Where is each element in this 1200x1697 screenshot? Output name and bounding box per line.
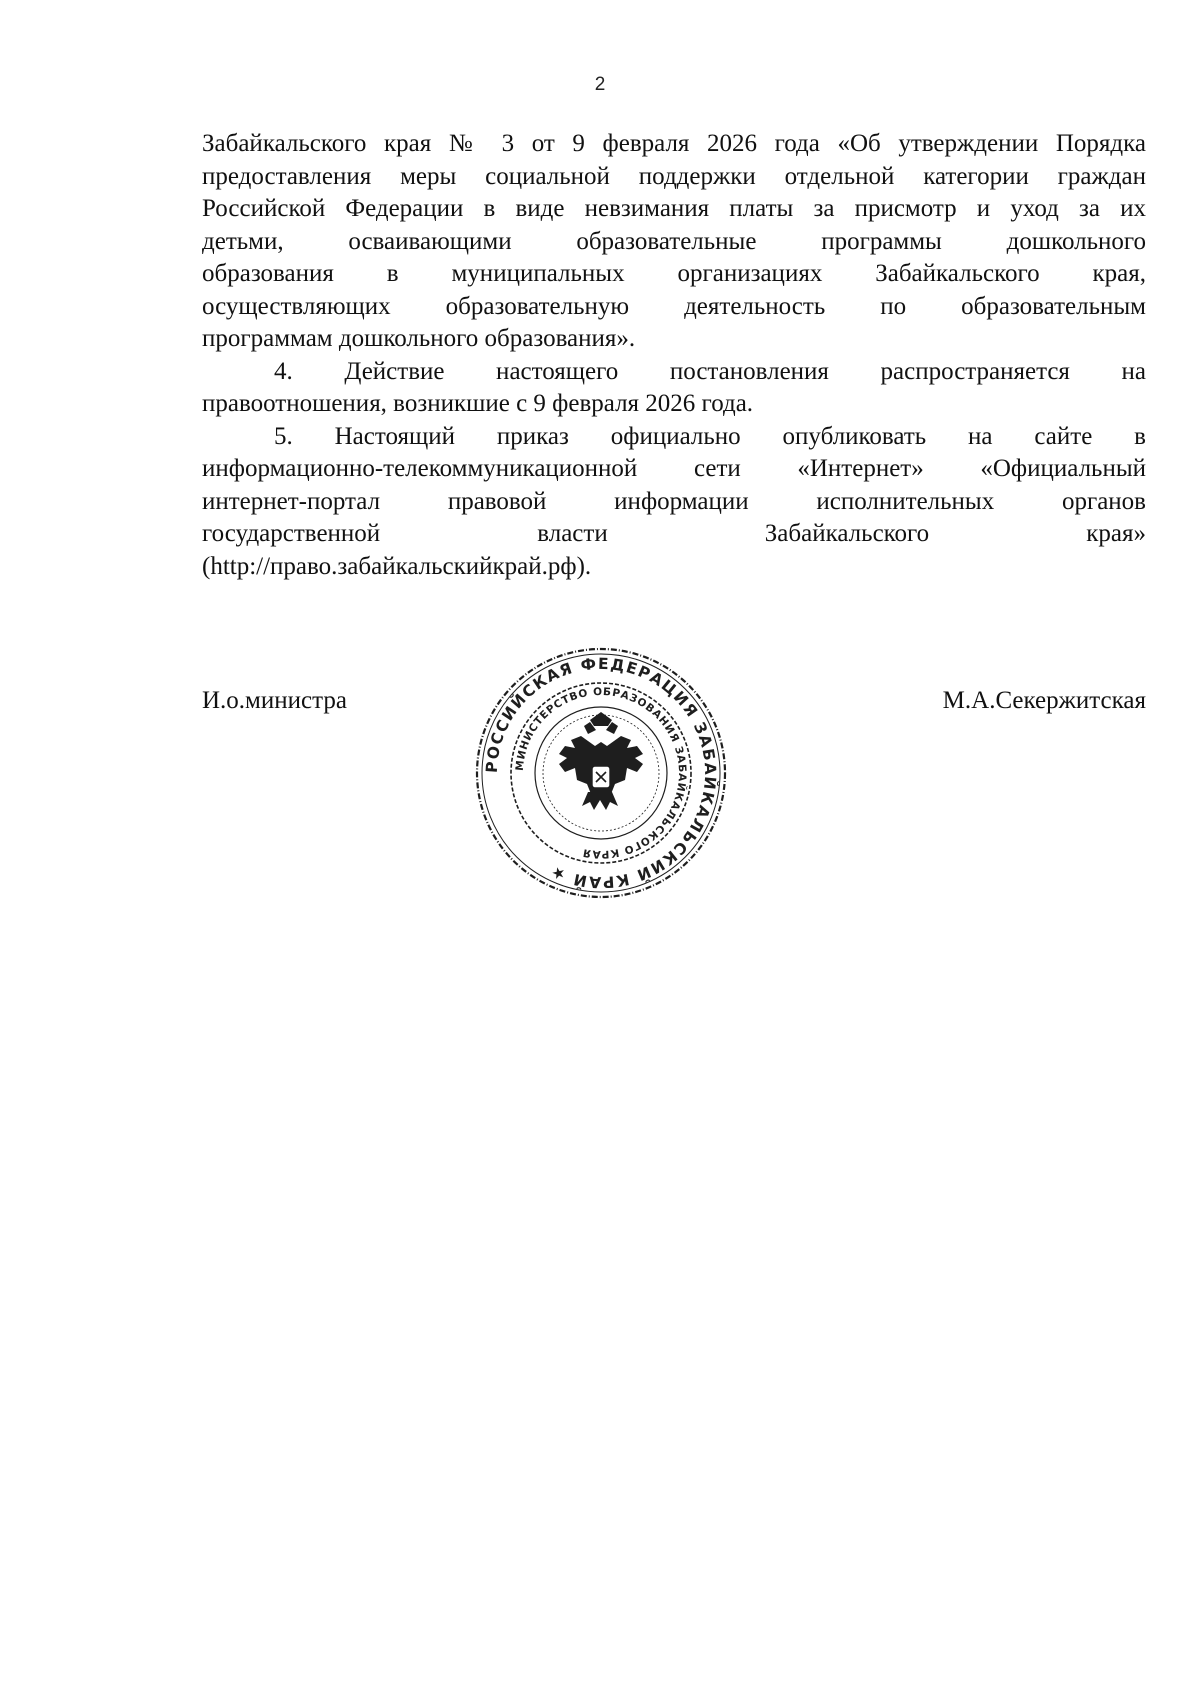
body-line: программам дошкольного образования».	[202, 325, 636, 352]
double-headed-eagle-emblem	[559, 712, 643, 810]
signatory-name: М.А.Секержитская	[942, 687, 1146, 714]
seal-outer-text: РОССИЙСКАЯ ФЕДЕРАЦИЯ ЗАБАЙКАЛЬСКИЙ КРАЙ ★	[482, 654, 720, 892]
clause-5-line: информационно-телекоммуникационной сети «Интернет» «Официальный	[202, 455, 1146, 482]
signatory-position: И.о.министра	[202, 687, 347, 714]
body-line: предоставления меры социальной поддержки отдельной категории граждан	[202, 162, 1146, 190]
clause-5-line: государственной власти Забайкальского края»	[202, 520, 1146, 547]
body-line: Забайкальского края № 3 от 9 февраля 2026 года «Об утверждении Порядка	[202, 130, 1146, 157]
clause-4-line: 4. Действие настоящего постановления распространяется на	[274, 357, 1146, 385]
body-line: осуществляющих образовательную деятельность по образовательным	[202, 292, 1146, 320]
document-body	[202, 128, 1146, 583]
body-line: Российской Федерации в виде невзимания платы за присмотр и уход за их	[202, 195, 1146, 222]
page-number: 2	[594, 74, 606, 95]
body-line: детьми, осваивающими образовательные программы дошкольного	[202, 227, 1146, 255]
clause-5-line: (http://право.забайкальскийкрай.рф).	[202, 552, 592, 580]
body-line: образования в муниципальных организациях Забайкальского края,	[202, 260, 1146, 287]
clause-5-line: 5. Настоящий приказ официально опубликовать на сайте в	[274, 422, 1146, 450]
clause-4-line: правоотношения, возникшие с 9 февраля 2026 года.	[202, 390, 754, 417]
official-seal-stamp	[470, 642, 732, 904]
clause-5-line: интернет-портал правовой информации исполнительных органов	[202, 487, 1146, 515]
seal-inner-text: МИНИСТЕРСТВО ОБРАЗОВАНИЯ ЗАБАЙКАЛЬСКОГО КРАЯ	[513, 685, 689, 861]
